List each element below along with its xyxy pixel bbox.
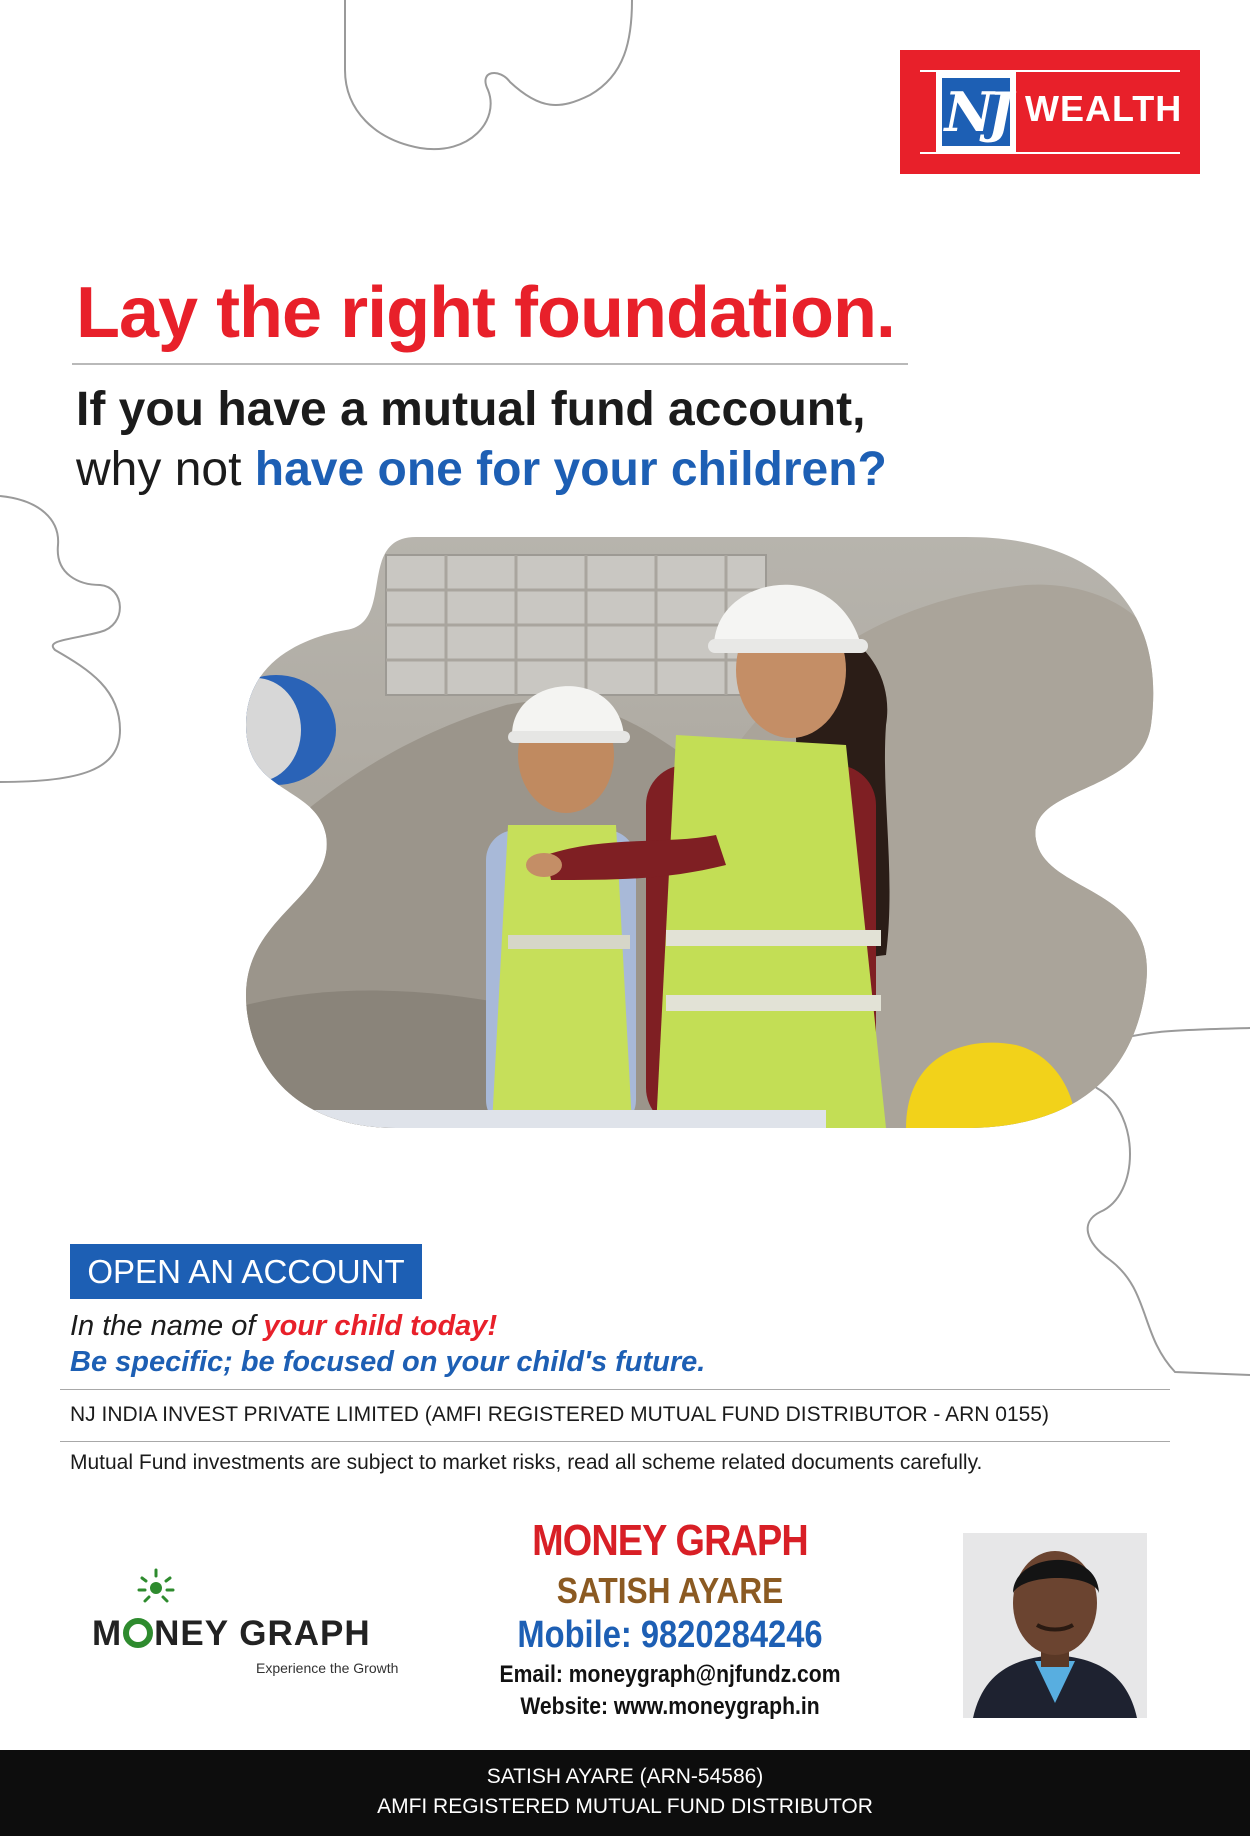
wordmark-end: NEY GRAPH	[154, 1614, 371, 1653]
cta-child-line	[70, 1310, 497, 1343]
headline: Lay the right foundation.	[76, 273, 895, 353]
headline-divider	[72, 363, 908, 365]
nj-mark-text: NJ	[942, 78, 1010, 146]
contact-name: SATISH AYARE	[556, 1570, 784, 1611]
nj-mark-icon	[936, 72, 1016, 152]
subheadline-line2	[76, 442, 887, 497]
o-ring-icon	[123, 1618, 153, 1648]
subheadline-highlight: have one for your children?	[254, 443, 887, 496]
contact-block	[470, 1516, 870, 1721]
footer-line1: SATISH AYARE (ARN-54586)	[486, 1765, 764, 1788]
logo-wordmark: WEALTH	[1025, 88, 1183, 129]
contact-website[interactable]: Website: www.moneygraph.in	[520, 1693, 820, 1720]
sun-icon	[136, 1566, 176, 1606]
cta-child-plain: In the name of	[70, 1310, 264, 1342]
footer-bar	[0, 1750, 1250, 1836]
footer-line2: AMFI REGISTERED MUTUAL FUND DISTRIBUTOR	[377, 1795, 873, 1818]
legal-divider-top	[60, 1389, 1170, 1390]
contact-email[interactable]: Email: moneygraph@njfundz.com	[499, 1661, 841, 1688]
children-construction-photo	[246, 535, 1158, 1128]
distributor-text: NJ INDIA INVEST PRIVATE LIMITED (AMFI REGISTERED MUTUAL FUND DISTRIBUTOR - ARN 0155)	[70, 1403, 1049, 1426]
cta-child-highlight: your child today!	[263, 1310, 498, 1342]
wordmark-start: M	[92, 1614, 123, 1653]
disclaimer-text: Mutual Fund investments are subject to market risks, read all scheme related documents carefully.	[70, 1451, 983, 1474]
advisor-portrait	[963, 1533, 1147, 1718]
subheadline-plain: why not	[76, 443, 255, 496]
cta-focus-line: Be specific; be focused on your child's future.	[70, 1346, 706, 1378]
portrait-image	[963, 1533, 1147, 1718]
open-account-button[interactable]: OPEN AN ACCOUNT	[70, 1244, 422, 1299]
nj-wealth-logo	[900, 50, 1200, 174]
money-graph-wordmark	[92, 1614, 371, 1654]
money-graph-logo	[92, 1566, 402, 1676]
contact-mobile[interactable]: Mobile: 9820284246	[517, 1614, 823, 1656]
subheadline-line1: If you have a mutual fund account,	[76, 383, 866, 436]
money-graph-tagline: Experience the Growth	[256, 1660, 399, 1676]
contact-company: MONEY GRAPH	[532, 1516, 808, 1565]
legal-divider-bottom	[60, 1441, 1170, 1442]
